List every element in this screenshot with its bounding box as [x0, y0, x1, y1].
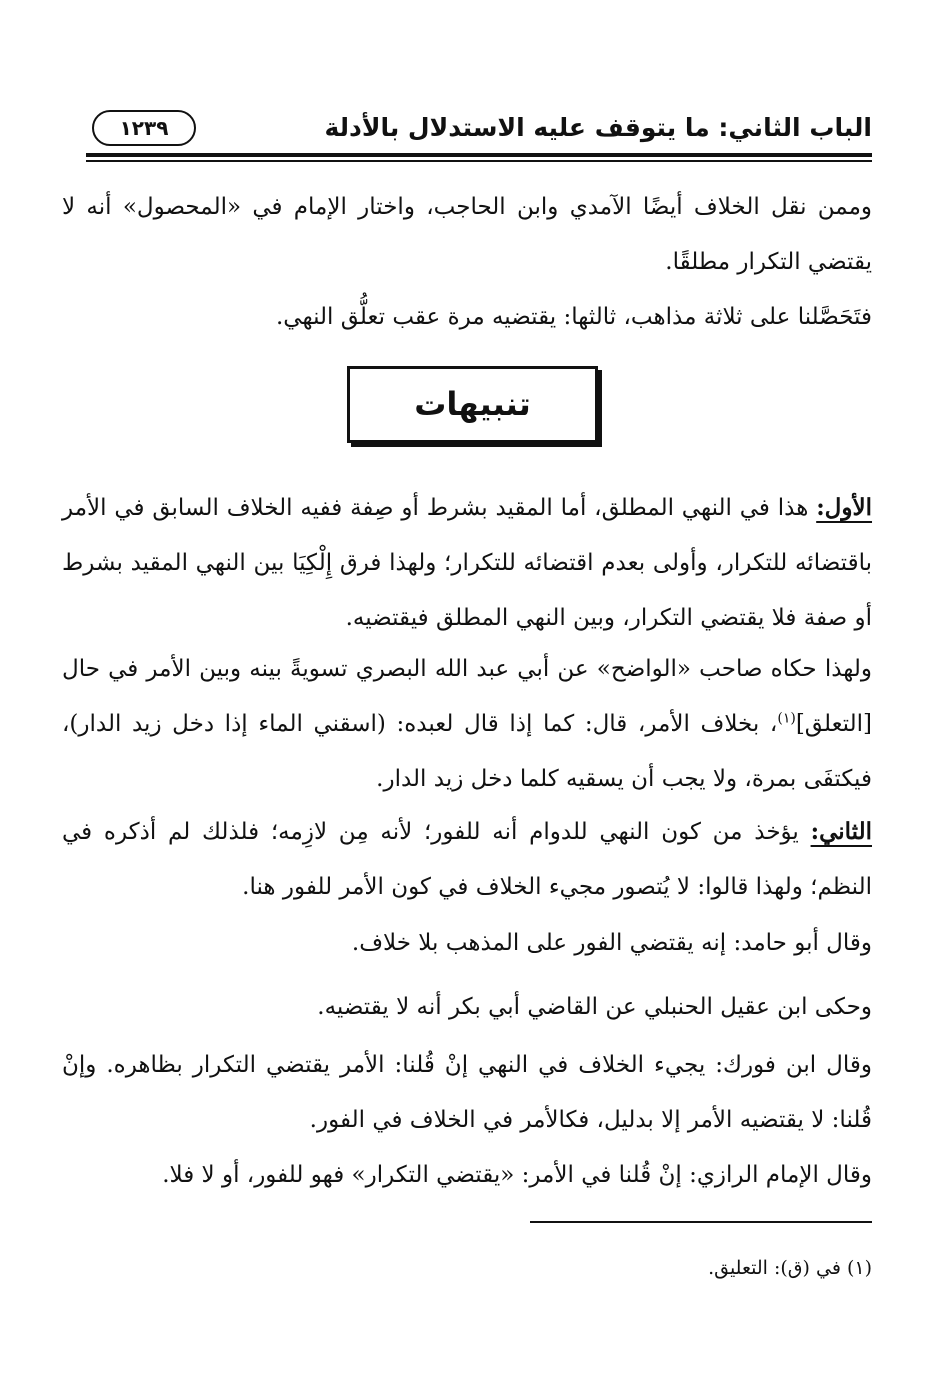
footnote-1: (١) في (ق): التعليق. [708, 1257, 872, 1279]
running-title: الباب الثاني: ما يتوقف عليه الاستدلال بالأدلة [324, 113, 872, 142]
header-rule-thin [86, 160, 872, 162]
paragraph-madhahib-text: فتَحَصَّلنا على ثلاثة مذاهب، ثالثها: يقتضيه مرة عقب تعلُّق النهي. [275, 304, 872, 330]
header-rule-thick [86, 153, 872, 157]
paragraph-ibn-aqil-text: وحكى ابن عقيل الحنبلي عن القاضي أبي بكر أنه لا يقتضيه. [317, 994, 872, 1020]
footnote-separator [530, 1221, 872, 1223]
note-second [62, 804, 872, 915]
paragraph-khilaf-text: وممن نقل الخلاف أيضًا الآمدي وابن الحاجب، واختار الإمام في «المحصول» أنه لا يقتضي التكرار مطلقًا. [62, 194, 872, 275]
paragraph-wadih-text: ولهذا حكاه صاحب «الواضح» عن أبي عبد الله البصري تسويةً بينه وبين الأمر في حال [التعلق] [62, 656, 872, 737]
section-heading-box [347, 366, 598, 443]
paragraph-ibn-furak-text: وقال ابن فورك: يجيء الخلاف في النهي إنْ قُلنا: الأمر يقتضي التكرار بظاهره. وإنْ قُلنا: لا يقتضيه الأمر إلا بدليل، فكالأمر في الخلاف في الفور. [62, 1052, 872, 1133]
note-first-label: الأول: [816, 494, 873, 521]
paragraph-ibn-furak [62, 1038, 872, 1148]
paragraph-razi-text: وقال الإمام الرازي: إنْ قُلنا في الأمر: «يقتضي التكرار» فهو للفور، أو لا فلا. [162, 1162, 872, 1188]
paragraph-wadih-text-cont: ، بخلاف الأمر، قال: كما إذا قال لعبده: (اسقني الماء إذا دخل زيد الدار)، فيكتفَى بمرة، ولا يجب أن يسقيه كلما دخل زيد الدار. [62, 711, 872, 792]
footnote-ref-1: (١) [777, 710, 796, 727]
note-first-text: هذا في النهي المطلق، أما المقيد بشرط أو صِفة ففيه الخلاف السابق في الأمر باقتضائه للتكرار، وأولى بعدم اقتضائه للتكرار؛ ولهذا فرق إِلْكِيَا بين النهي المقيد بشرط أو صفة فلا يقتضي التكرار، وبين النهي المطلق فيقتضيه. [62, 495, 872, 631]
paragraph-abu-hamid-text: وقال أبو حامد: إنه يقتضي الفور على المذهب بلا خلاف. [351, 930, 872, 956]
note-first [62, 480, 872, 646]
section-heading: تنبيهات [414, 385, 531, 423]
page-number-badge: ١٢٣٩ [92, 110, 196, 146]
paragraph-madhahib [276, 290, 872, 345]
paragraph-khilaf [62, 180, 872, 290]
paragraph-abu-hamid [352, 916, 872, 971]
paragraph-razi [162, 1148, 872, 1203]
paragraph-ibn-aqil [317, 980, 872, 1035]
page-header [78, 104, 872, 152]
note-second-label: الثاني: [810, 818, 872, 845]
paragraph-wadih [62, 642, 872, 807]
note-second-text: يؤخذ من كون النهي للدوام أنه للفور؛ لأنه مِن لازِمه؛ فلذلك لم أذكره في النظم؛ ولهذا قالوا: لا يُتصور مجيء الخلاف في كون الأمر للفور هنا. [62, 819, 872, 900]
